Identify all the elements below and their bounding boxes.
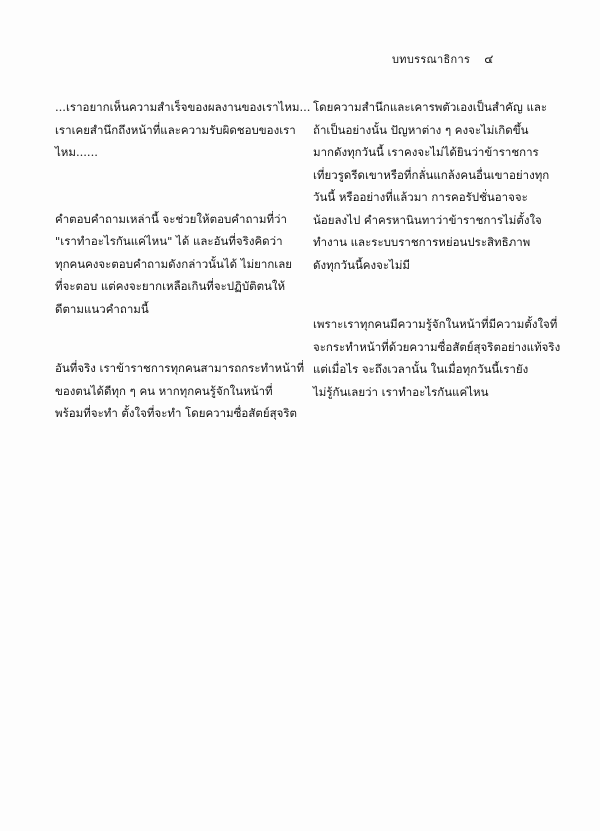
text-line: แต่เมื่อไร จะถึงเวลานั้น ในเมื่อทุกวันนี้เรายัง (313, 362, 529, 376)
text-line: พร้อมที่จะทำ ตั้งใจที่จะทำ โดยความซื่อสัตย์สุจริต (55, 406, 297, 420)
right-column (313, 96, 561, 403)
text-line: ดังทุกวันนี้คงจะไม่มี (313, 257, 410, 272)
text-line: อันที่จริง เราข้าราชการทุกคนสามารถกระทำหน้าที่ (55, 361, 305, 375)
text-line: เราเคยสำนึกถึงหน้าที่และความรับผิดชอบของเรา (55, 122, 296, 137)
text-line: ดีตามแนวคำถามนี้ (55, 301, 149, 316)
paragraph-right-1 (313, 96, 548, 276)
text-line: ทุกคนคงจะตอบคำถามดังกล่าวนั้นได้ ไม่ยากเลย (55, 256, 293, 271)
text-line: เที่ยวรูดรีดเขาหรือที่กลั่นแกล้งคนอื่นเขาอย่างทุก (313, 167, 550, 182)
page-number: ๔ (484, 52, 494, 66)
text-line: วันนี้ หรืออย่างที่แล้วมา การคอรัปชั่นอาจจะ (313, 190, 528, 204)
text-line: ทำงาน และระบบราชการหย่อนประสิทธิภาพ (313, 235, 531, 249)
paragraph-left-1 (55, 96, 311, 164)
text-line: เพราะเราทุกคนมีความรู้จักในหน้าที่มีความตั้งใจที่ (313, 317, 558, 331)
text-line: ไหม...... (55, 145, 98, 159)
paragraph-left-2 (55, 208, 293, 321)
running-header (392, 50, 542, 69)
text-line: น้อยลงไป คำครหานินทาว่าข้าราชการไม่ตั้งใจ (313, 212, 542, 227)
text-line: ...เราอยากเห็นความสำเร็จของผลงานของเราไหม... (55, 100, 311, 114)
text-line: คำตอบคำถามเหล่านี้ จะช่วยให้ตอบคำถามที่ว่า (55, 211, 287, 226)
text-line: ที่จะตอบ แต่คงจะยากเหลือเกินที่จะปฏิบัติตนให้ (55, 279, 286, 293)
text-line: ไม่รู้กันเลยว่า เราทำอะไรกันแค่ไหน (313, 384, 489, 399)
text-line: ของตนได้ดีทุก ๆ คน หากทุกคนรู้จักในหน้าที่ (55, 383, 273, 398)
left-column (55, 96, 311, 425)
text-line: โดยความสำนึกและเคารพตัวเองเป็นสำคัญ และ (313, 100, 548, 114)
header-title: บทบรรณาธิการ (392, 53, 471, 66)
paragraph-left-3 (55, 357, 305, 425)
text-line: "เราทำอะไรกันแค่ไหน" ได้ และอันที่จริงคิดว่า (55, 234, 283, 248)
text-line: จะกระทำหน้าที่ด้วยความซื่อสัตย์สุจริตอย่างแท้จริง (313, 339, 561, 354)
text-line: ถ้าเป็นอย่างนั้น ปัญหาต่าง ๆ คงจะไม่เกิดขึ้น (313, 122, 529, 137)
text-line: มากดังทุกวันนี้ เราคงจะไม่ได้ยินว่าข้าราชการ (313, 145, 539, 159)
paragraph-right-2 (313, 313, 561, 403)
